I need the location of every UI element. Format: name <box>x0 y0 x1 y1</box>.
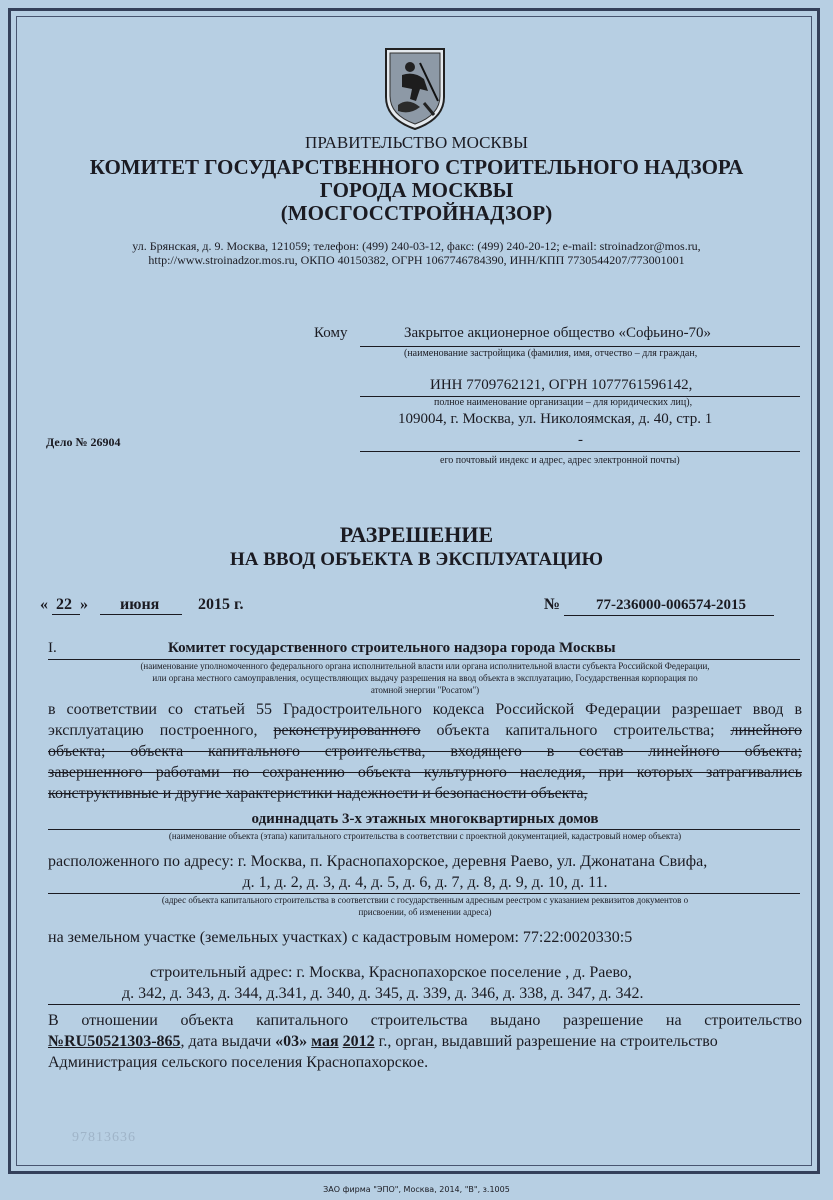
construction-address-underline <box>48 1004 800 1005</box>
permit-number-underline <box>564 615 774 616</box>
authority-hint-line3: атомной энергии "Росатом") <box>370 685 480 695</box>
moscow-coat-of-arms-icon <box>380 45 450 131</box>
object-hint: (наименование объекта (этапа) капитального строительства в соответствии с проектной документацией, кадастровый номер объекта) <box>168 831 682 841</box>
permit-number: 77-236000-006574-2015 <box>596 597 746 613</box>
basis-strike-line4: завершенного работами по сохранению объекта культурного наследия, при которых затрагивались <box>48 764 802 781</box>
recipient-hint: (наименование застройщика (фамилия, имя, отчество – для граждан, <box>404 348 698 359</box>
recipient-address-hint: его почтовый индекс и адрес, адрес электронной почты) <box>440 455 680 466</box>
faded-stamp: 97813636 <box>72 1130 136 1145</box>
basis-strike-reconstructed: реконструированного <box>273 722 421 739</box>
date-month-underline <box>100 614 182 615</box>
recipient-inn: ИНН 7709762121, ОГРН 1077761596142, <box>430 377 693 393</box>
date-day-underline <box>52 614 80 615</box>
object-underline <box>48 829 800 830</box>
basis-strike-line5: конструктивные и другие характеристики надежности и безопасности объекта, <box>48 785 588 802</box>
recipient-email: - <box>578 432 583 448</box>
build-permit-number: №RU50521303-865 <box>48 1033 181 1050</box>
date-open-quote: « <box>40 596 48 613</box>
committee-name-line2: ГОРОДА МОСКВЫ <box>319 178 514 202</box>
case-number: Дело № 26904 <box>46 435 121 449</box>
construction-address-line2: д. 342, д. 343, д. 344, д.341, д. 340, д. 345, д. 339, д. 346, д. 338, д. 347, д. 342. <box>122 985 644 1002</box>
build-permit-day: «03» <box>275 1033 308 1050</box>
contacts-line2: http://www.stroinadzor.mos.ru, ОКПО 40150382, ОГРН 1067746784390, ИНН/КПП 7730544207/773001001 <box>148 253 685 267</box>
build-permit-month: мая <box>311 1033 339 1050</box>
date-day: 22 <box>56 596 72 613</box>
basis-text-line2 <box>48 722 802 740</box>
committee-name-line1: КОМИТЕТ ГОСУДАРСТВЕННОГО СТРОИТЕЛЬНОГО НАДЗОРА <box>89 155 744 179</box>
basis-text-line2-a: эксплуатацию построенного, <box>48 722 274 739</box>
issuing-authority: Комитет государственного строительного надзора города Москвы <box>168 640 616 656</box>
build-permit-line1: В отношении объекта капитального строительства выдано разрешение на строительство <box>48 1012 802 1029</box>
date-month: июня <box>120 596 160 613</box>
basis-strike-linear: линейного <box>730 722 802 739</box>
recipient-name: Закрытое акционерное общество «Софьино-70» <box>404 325 712 341</box>
document-title: РАЗРЕШЕНИЕ <box>339 522 494 547</box>
cadastral-number: на земельном участке (земельных участках) с кадастровым номером: 77:22:0020330:5 <box>48 929 633 946</box>
build-permit-year: 2012 <box>342 1033 375 1050</box>
date-close-quote: » <box>80 596 88 613</box>
basis-strike-line3: объекта; объекта капитального строительства, входящего в состав линейного объекта; <box>48 743 802 760</box>
address-underline <box>48 893 800 894</box>
address-hint-line2: присвоении, об изменении адреса) <box>358 907 492 917</box>
construction-address-line1: строительный адрес: г. Москва, Краснопахорское поселение , д. Раево, <box>150 964 632 981</box>
committee-name-line3: (МОСГОССТРОЙНАДЗОР) <box>280 201 553 225</box>
authority-hint-line1: (наименование уполномоченного федерального органа исполнительной власти или органа исполнительной власти субъекта Российской Федерации, <box>140 661 710 671</box>
build-permit-line2 <box>48 1033 802 1051</box>
build-permit-issuer-label: г., орган, выдавший разрешение на строительство <box>374 1033 718 1050</box>
build-permit-issuer: Администрация сельского поселения Краснопахорское. <box>48 1054 429 1071</box>
section-roman-numeral: I. <box>48 640 57 656</box>
object-address-line1: расположенного по адресу: г. Москва, п. Краснопахорское, деревня Раево, ул. Джонатана Свифа, <box>48 853 708 870</box>
recipient-address-underline <box>360 451 800 452</box>
government-name: ПРАВИТЕЛЬСТВО МОСКВЫ <box>305 133 528 152</box>
recipient-address: 109004, г. Москва, ул. Николоямская, д. 40, стр. 1 <box>398 411 713 427</box>
basis-text-line1: в соответствии со статьей 55 Градостроительного кодекса Российской Федерации разрешает ввод в <box>48 701 802 718</box>
contacts-line1: ул. Брянская, д. 9. Москва, 121059; телефон: (499) 240-03-12, факс: (499) 240-20-12; e-mail: stroinadzor@mos.ru, <box>132 239 701 253</box>
authority-underline <box>48 659 800 660</box>
recipient-label: Кому <box>314 325 348 341</box>
object-address-line2: д. 1, д. 2, д. 3, д. 4, д. 5, д. 6, д. 7, д. 8, д. 9, д. 10, д. 11. <box>242 874 608 891</box>
object-name: одиннадцать 3-х этажных многоквартирных домов <box>251 811 599 827</box>
build-permit-date-label: , дата выдачи <box>180 1033 276 1050</box>
date-year: 2015 г. <box>198 596 244 613</box>
permit-number-label: № <box>544 596 561 613</box>
recipient-inn-hint: полное наименование организации – для юридических лиц), <box>434 397 693 408</box>
document-subtitle: НА ВВОД ОБЪЕКТА В ЭКСПЛУАТАЦИЮ <box>229 549 604 570</box>
printer-imprint: ЗАО фирма "ЭПО", Москва, 2014, "В", з.1005 <box>323 1185 510 1194</box>
address-hint-line1: (адрес объекта капитального строительства в соответствии с государственным адресным реестром с указанием реквизитов документов о <box>161 895 689 905</box>
authority-hint-line2: или органа местного самоуправления, осуществляющих выдачу разрешения на ввод объекта в эксплуатацию, Государственная корпорация по <box>152 673 698 683</box>
recipient-underline <box>360 346 800 347</box>
basis-text-line2-b: объекта капитального строительства; <box>420 722 731 739</box>
